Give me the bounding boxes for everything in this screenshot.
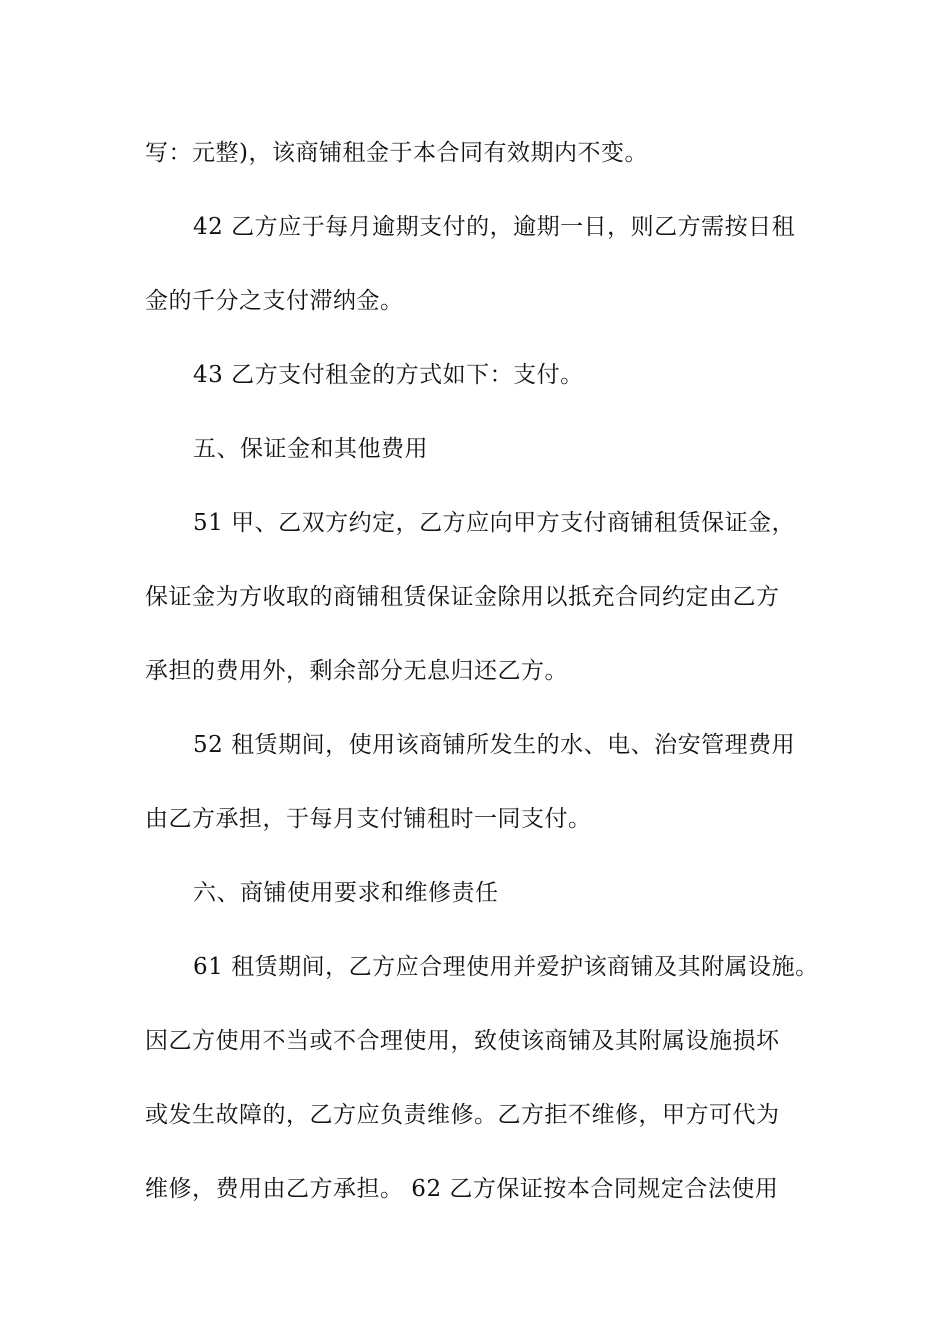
section-heading-6: 六、商铺使用要求和维修责任 [193,880,499,906]
text-line: 或发生故障的，乙方应负责维修。乙方拒不维修，甲方可代为 [145,1102,780,1128]
clause-6-1: 61 租赁期间，乙方应合理使用并爱护该商铺及其附属设施。 [193,954,819,980]
section-heading-5: 五、保证金和其他费用 [193,436,428,462]
clause-4-3: 43 乙方支付租金的方式如下：支付。 [193,362,584,388]
clause-5-2: 52 租赁期间，使用该商铺所发生的水、电、治安管理费用 [193,732,796,758]
clause-5-1: 51 甲、乙双方约定，乙方应向甲方支付商铺租赁保证金， [193,510,796,536]
text-line: 因乙方使用不当或不合理使用，致使该商铺及其附属设施损坏 [145,1028,780,1054]
text-line: 金的千分之支付滞纳金。 [145,288,404,314]
text-line: 由乙方承担，于每月支付铺租时一同支付。 [145,806,592,832]
text-line: 保证金为方收取的商铺租赁保证金除用以抵充合同约定由乙方 [145,584,780,610]
text-line: 维修，费用由乙方承担。 62 乙方保证按本合同规定合法使用 [145,1176,779,1202]
text-line: 写：元整)，该商铺租金于本合同有效期内不变。 [145,140,648,166]
text-line: 承担的费用外，剩余部分无息归还乙方。 [145,658,568,684]
clause-4-2: 42 乙方应于每月逾期支付的，逾期一日，则乙方需按日租 [193,214,796,240]
